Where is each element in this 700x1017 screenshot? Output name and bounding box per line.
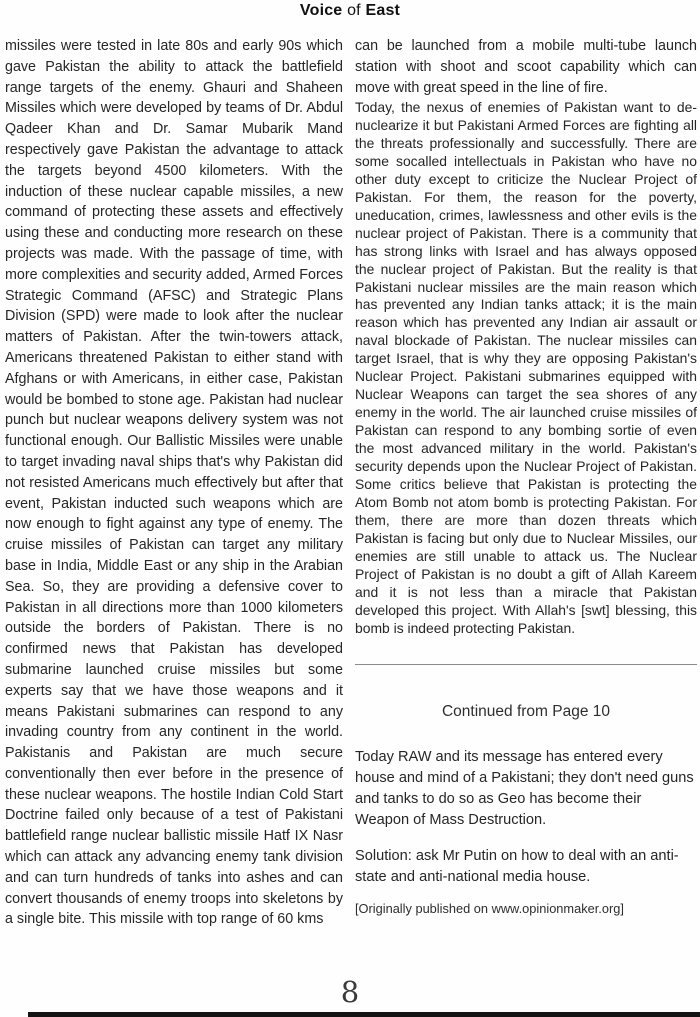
article-paragraph-solution: Solution: ask Mr Putin on how to deal with an anti-state and anti-national media house.	[355, 847, 679, 886]
article-paragraph-raw: Today RAW and its message has entered every house and mind of a Pakistani; they don't need guns and tanks to do so as Geo has become their Weapon of Mass Destruction.	[355, 748, 694, 829]
masthead-word-east: East	[365, 2, 401, 19]
article-paragraph-left: missiles were tested in late 80s and early 90s which gave Pakistan the ability to attack the battlefield range targets of the enemy. Ghauri and Shaheen Missiles which were developed by teams of Dr. Abdul Qadeer Khan and Dr. Samar Mubarik Mand respectively gave Pakistan the advantage to attack the targets beyond 4500 kilometers. With the induction of these nuclear capable missiles, a new command of protecting these assets and effectively using these and conducting more research on these projects was made. With the passage of time, with more complexities and security added, Armed Forces Strategic Command (AFSC) and Strategic Plans Division (SPD) were made to look after the nuclear matters of Pakistan. After the twin-towers attack, Americans threatened Pakistan to either stand with Afghans or with Americans, in either case, Pakistan would be bombed to stone age. Pakistan had nuclear punch but nuclear weapons delivery system was not functional enough. Our Ballistic Missiles were unable to target invading naval ships that's why Pakistan did not resisted Americans much effectively but after that event, Pakistan inducted such weapons which are now enough to fight against any type of enemy. The cruise missiles of Pakistan can target any military base in India, Middle East or any ship in the Arabian Sea. So, they are providing a defensive cover to Pakistan in all directions more than 1000 kilometers outside the borders of Pakistan. There is no confirmed news that Pakistan has developed submarine launched cruise missiles but some experts say that we have those weapons and it means Pakistani submarines can respond to any invading country from any continent in the world. Pakistanis and Pakistan are much secure conventionally then ever before in the presence of these nuclear weapons. The hostile Indian Cold Start Doctrine failed only because of a test of Pakistani battlefield range nuclear ballistic missile Hatf IX Nasr which can attack any advancing enemy tank division and can turn hundreds of tanks into ashes and can convert thousands of enemy troops into skeletons by a single bite. This missile with top range of 60 kms	[5, 38, 343, 928]
article-paragraph-launch: can be launched from a mobile multi-tube launch station with shoot and scoot capability which can move with great speed in the line of fire.	[355, 38, 697, 96]
source-attribution: [Originally published on www.opinionmaker.org]	[355, 901, 624, 917]
masthead-word-voice: Voice	[299, 2, 343, 19]
article-paragraph-nexus: Today, the nexus of enemies of Pakistan want to de-nuclearize it but Pakistani Armed Forces are fighting all the threats professionally and successfully. There are some socalled intellectuals in Pakistan who have no other duty except to criticize the Nuclear Project of Pakistan. For them, the reason for the poverty, uneducation, crimes, lawlessness and other evils is the nuclear project of Pakistan. There is a community that has strong links with Israel and has always opposed the nuclear project of Pakistan. But the reality is that Pakistani nuclear missiles are the main reason which has prevented any Indian tanks attack; it is the main reason which has prevented any Indian air assault or naval blockade of Pakistan. The nuclear missiles can target Israel, that is why they are opposing Pakistan's Nuclear Project. Pakistani submarines equipped with Nuclear Weapons can target the sea shores of any enemy in the world. The air launched cruise missiles of Pakistan can respond to any bombing sortie of even the most advanced military in the world. Pakistan's security depends upon the Nuclear Project of Pakistan. Some critics believe that Pakistan is protecting the Atom Bomb not atom bomb is protecting Pakistan. For them, there are more than dozen threats which Pakistan is facing but only due to Nuclear Missiles, our enemies are still unable to attack us. The Nuclear Project of Pakistan is no doubt a gift of Allah Kareem and it is not less than a miracle that Pakistan developed this project. With Allah's [swt] blessing, this bomb is indeed protecting Pakistan.	[355, 99, 697, 636]
left-column	[5, 36, 343, 930]
scan-edge-bar	[28, 1012, 700, 1017]
masthead-title	[0, 2, 700, 20]
continued-from-heading: Continued from Page 10	[441, 702, 611, 720]
masthead-word-of: of	[347, 2, 361, 19]
page-number: 8	[340, 975, 360, 1009]
section-divider	[355, 664, 697, 665]
right-column	[355, 36, 697, 917]
